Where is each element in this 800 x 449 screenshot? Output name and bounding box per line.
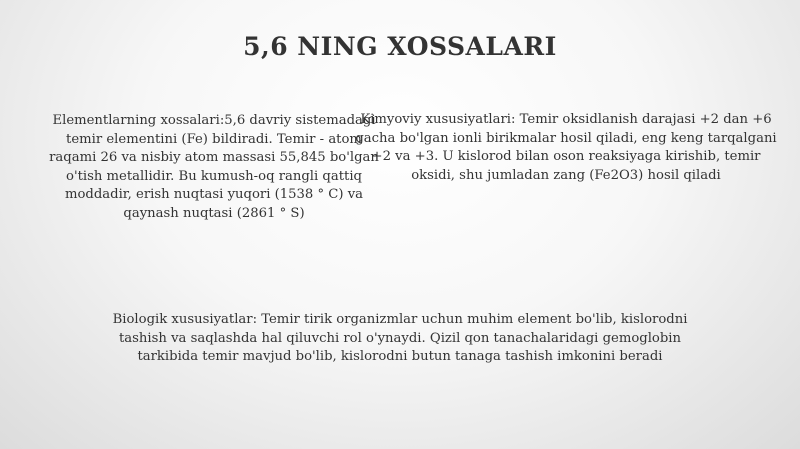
elements-properties-text: Elementlarning xossalari:5,6 davriy sistemadagi temir elementini (Fe) bildiradi. Temir - atom raqami 26 va nisbiy atom massasi 55,845 bo'lgan o'tish metallidir. Bu kumush-oq rangli qattiq moddadir, erish nuqtasi yuqori (1538 ° C) va qaynash nuqtasi (2861 ° S) (49, 113, 379, 221)
biological-properties-text: Biologik xususiyatlar: Temir tirik organizmlar uchun muhim element bo'lib, kislorodni tashish va saqlashda hal qiluvchi rol o'ynaydi. Qizil qon tanachalaridagi gemoglobin tarkibida temir mavjud bo'lib, kislorodni butun tanaga tashish imkonini beradi (112, 312, 688, 365)
slide-title: 5,6 NING XOSSALARI (243, 32, 557, 61)
chemical-properties-text: Kimyoviy xususiyatlari: Temir oksidlanish darajasi +2 dan +6 gacha bo'lgan ionli birikmalar hosil qiladi, eng keng tarqalgani +2 va +3. U kislorod bilan oson reaksiyaga kirishib, temir oksidi, shu jumladan zang (Fe2O3) hosil qiladi (355, 112, 777, 183)
